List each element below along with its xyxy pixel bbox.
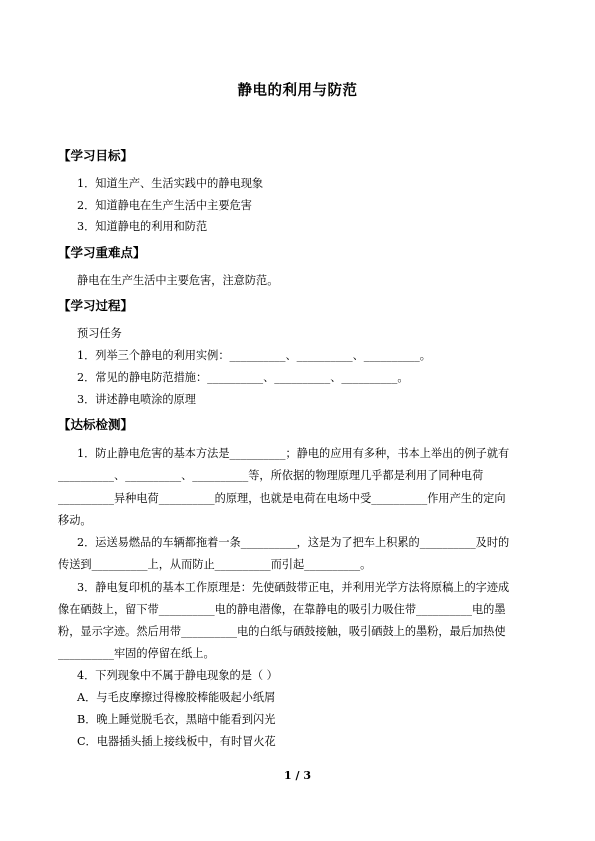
- choice-b: B．晚上睡觉脱毛衣，黑暗中能看到闪光: [77, 713, 276, 726]
- section-heading-assessment: 【达标检测】: [58, 417, 134, 432]
- assessment-question: 4．下列现象中不属于静电现象的是（ ）: [77, 669, 278, 682]
- assessment-line: 粉，显示字迹。然后用带__________电的白纸与硒鼓接触，吸引硒鼓上的墨粉，最后加热使: [58, 625, 506, 638]
- choice-a: A．与毛皮摩擦过得橡胶棒能吸起小纸屑: [77, 691, 276, 704]
- assessment-line: __________、__________、__________等，所依据的物理原理几乎都是利用了同种电荷: [58, 469, 484, 482]
- objective-item: 2．知道静电在生产生活中主要危害: [77, 199, 252, 212]
- page-number: 1 / 3: [284, 769, 311, 782]
- assessment-line: 像在硒鼓上，留下带__________电的静电潜像，在靠静电的吸引力吸住带__________电的墨: [58, 603, 506, 616]
- assessment-line: 3．静电复印机的基本工作原理是：先使硒鼓带正电，并利用光学方法将原稿上的字迹成: [77, 581, 510, 594]
- process-item: 3．讲述静电喷涂的原理: [77, 393, 196, 406]
- page-title: 静电的利用与防范: [237, 83, 358, 99]
- objective-item: 1．知道生产、生活实践中的静电现象: [77, 177, 264, 190]
- assessment-line: 1．防止静电危害的基本方法是__________；静电的应用有多种，书本上举出的例子就有: [77, 447, 510, 460]
- section-heading-process: 【学习过程】: [58, 298, 134, 313]
- choice-c: C．电器插头插上接线板中，有时冒火花: [77, 735, 276, 748]
- assessment-line: 2．运送易燃品的车辆都拖着一条__________，这是为了把车上积累的__________及时的: [77, 536, 510, 549]
- assessment-line: __________牢固的停留在纸上。: [58, 647, 215, 660]
- objective-item: 3．知道静电的利用和防范: [77, 220, 208, 233]
- assessment-line: 移动。: [58, 514, 92, 527]
- process-intro: 预习任务: [77, 327, 122, 340]
- assessment-line: 传送到__________上，从而防止__________而引起__________。: [58, 558, 372, 571]
- section-heading-key-points: 【学习重难点】: [58, 245, 146, 260]
- assessment-line: __________异种电荷__________的原理，也就是电荷在电场中受__________作用产生的定向: [58, 492, 506, 505]
- process-item: 2．常见的静电防范措施：__________、__________、__________。: [77, 371, 409, 384]
- key-points-text: 静电在生产生活中主要危害，注意防范。: [77, 274, 279, 287]
- section-heading-objectives: 【学习目标】: [58, 148, 134, 163]
- process-item: 1．列举三个静电的利用实例：__________、__________、__________。: [77, 349, 431, 362]
